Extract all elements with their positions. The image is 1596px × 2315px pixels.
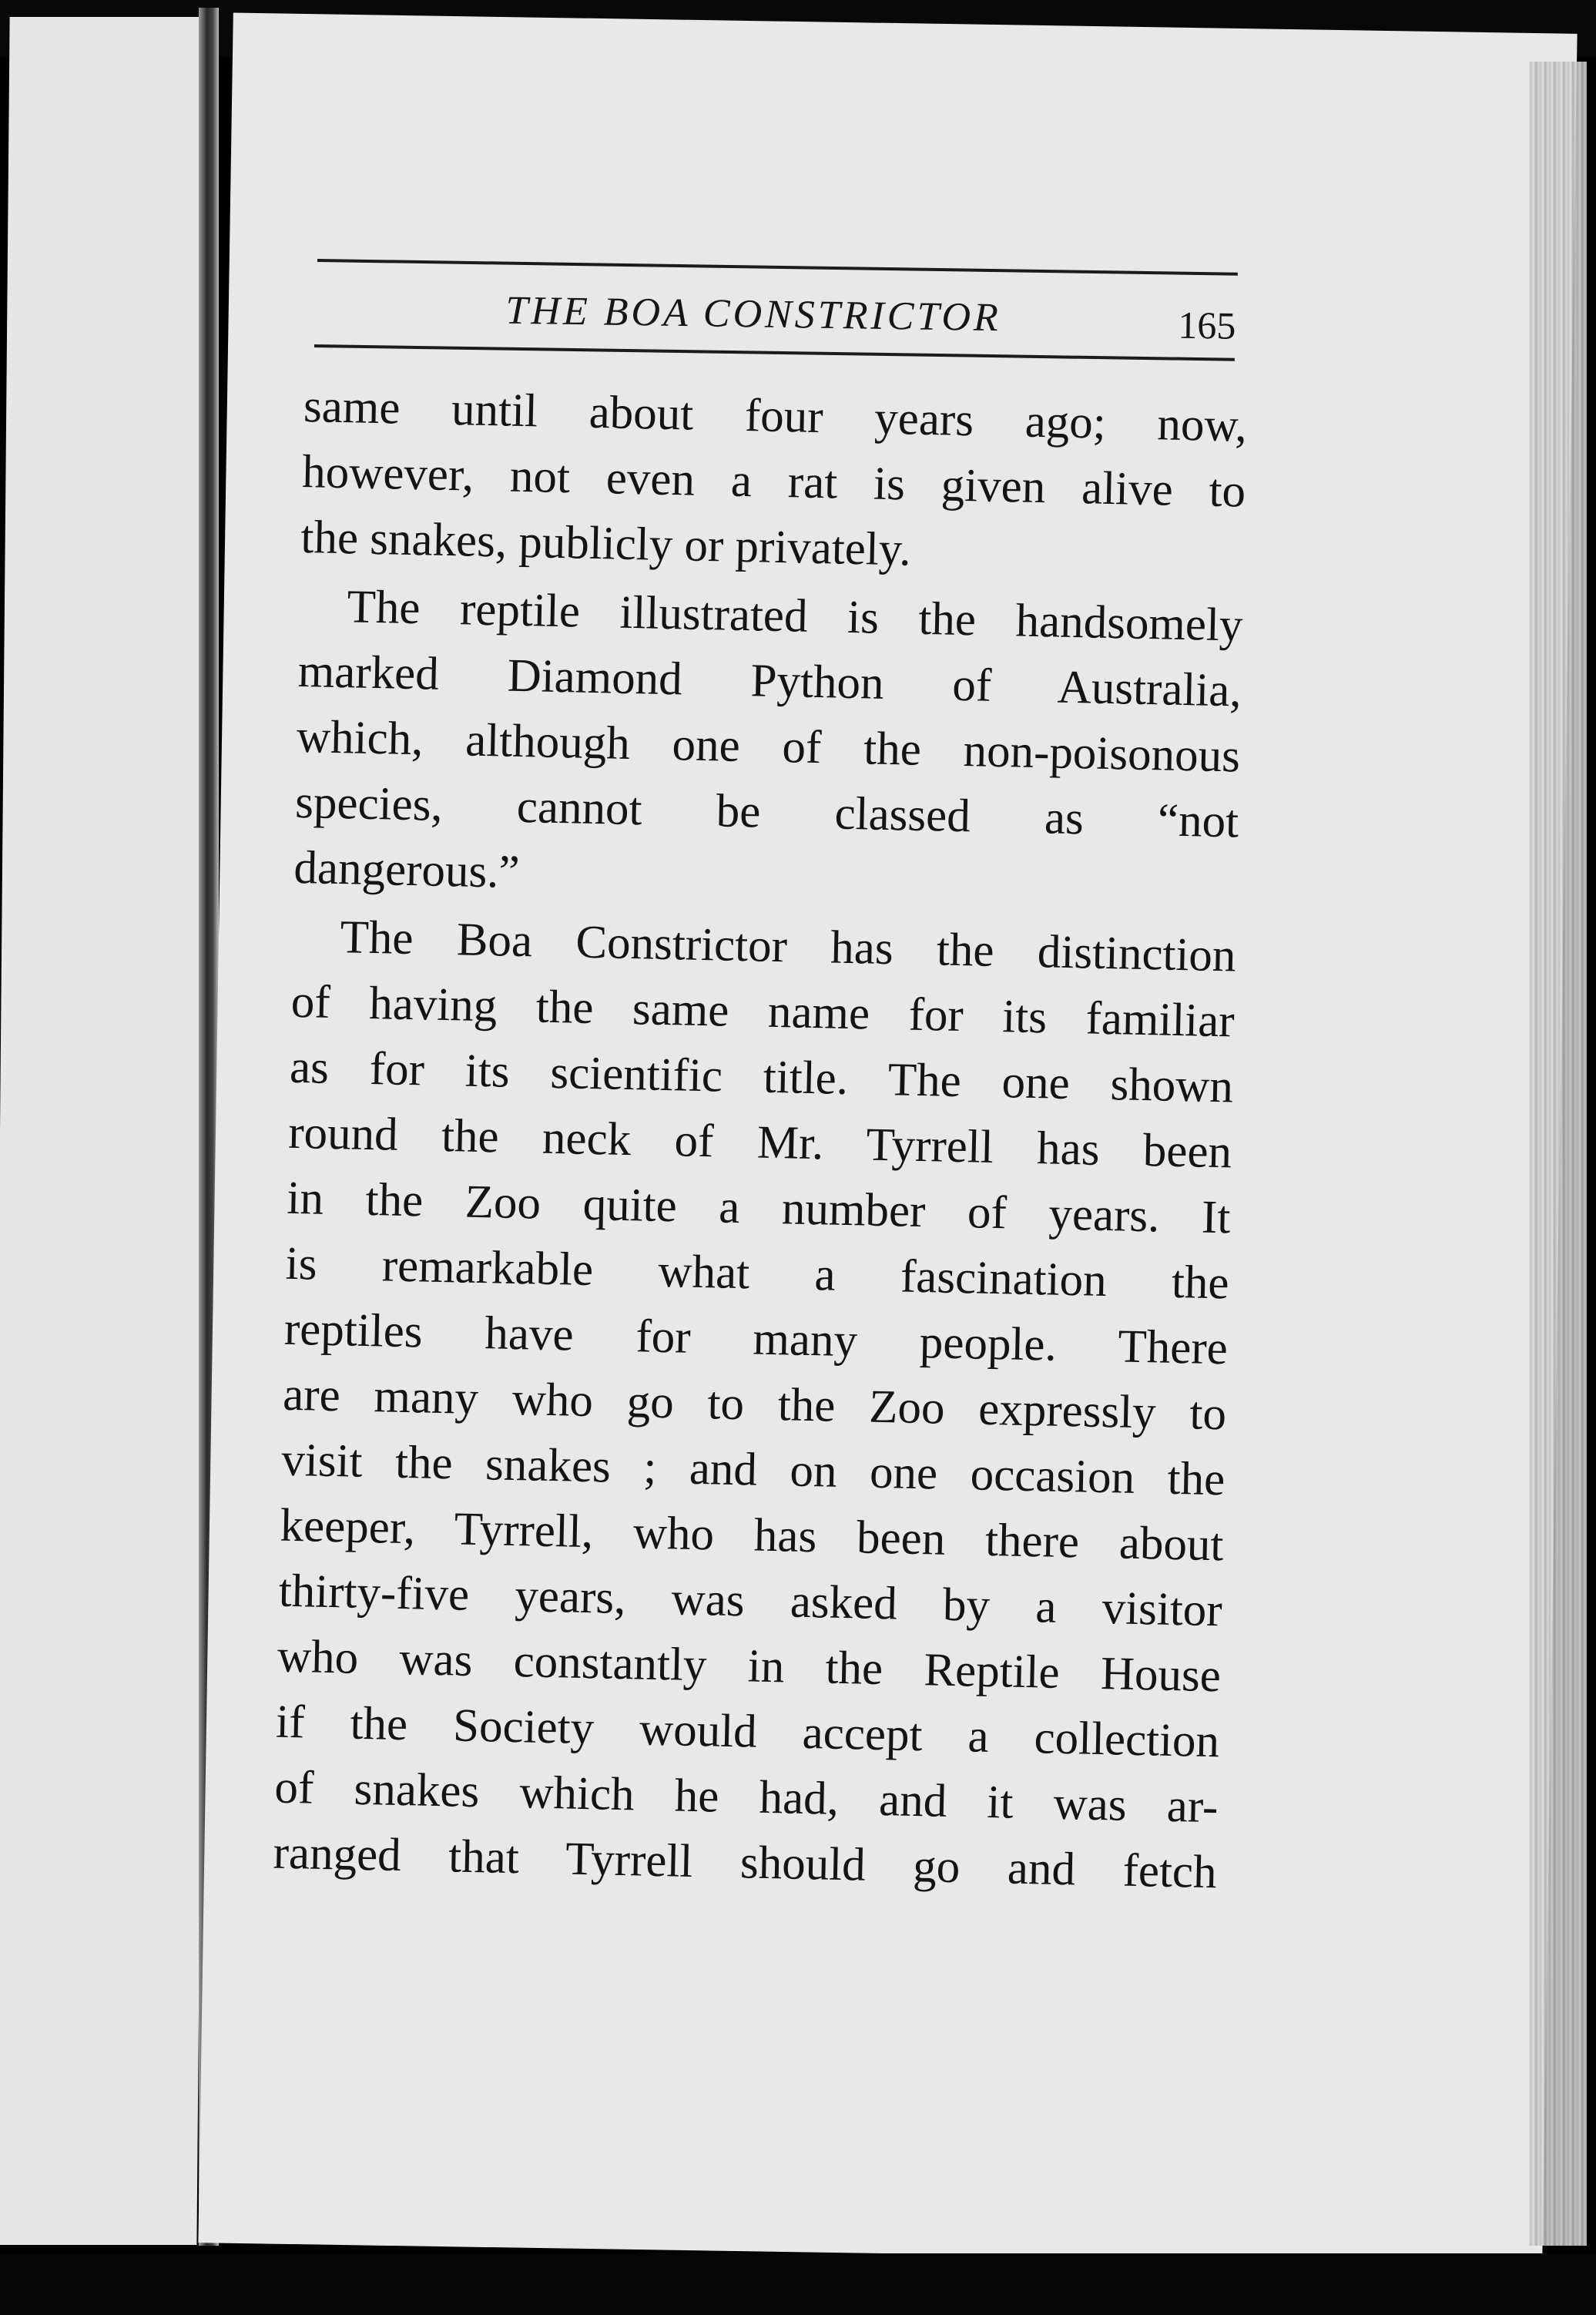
text-line: however, not even a rat is given alive to xyxy=(301,445,1246,518)
facing-page xyxy=(0,17,216,2245)
text-line: of snakes which he had, and it was ar- xyxy=(273,1761,1219,1834)
text-line: if the Society would accept a collection xyxy=(275,1696,1220,1768)
text-line: of having the same name for its familiar xyxy=(290,975,1236,1048)
body-text xyxy=(273,374,1248,1905)
page-number: 165 xyxy=(1177,303,1236,347)
text-line: reptiles have for many people. There xyxy=(283,1303,1229,1375)
paragraph-3 xyxy=(273,904,1236,1905)
text-line: is remarkable what a fascination the xyxy=(285,1237,1230,1310)
running-title: THE BOA CONSTRICTOR xyxy=(505,288,1002,341)
text-line: The Boa Constrictor has the distinction xyxy=(339,911,1237,982)
text-line: who was constantly in the Reptile House xyxy=(277,1630,1222,1703)
text-line: keeper, Tyrrell, who has been there about xyxy=(279,1499,1225,1572)
text-line: in the Zoo quite a number of years. It xyxy=(286,1172,1232,1244)
text-line: the snakes, publicly or privately. xyxy=(300,511,912,576)
text-line: which, although one of the non-poisonous xyxy=(296,710,1241,783)
text-line: visit the snakes ; and on one occasion the xyxy=(280,1434,1226,1506)
scan-bottom-border xyxy=(0,2253,1596,2315)
text-line: same until about four years ago; now, xyxy=(303,380,1248,452)
text-line: marked Diamond Python of Australia, xyxy=(297,645,1242,717)
text-line: round the neck of Mr. Tyrrell has been xyxy=(287,1106,1232,1179)
text-line: are many who go to the Zoo expressly to xyxy=(282,1368,1227,1441)
page-stack-edge xyxy=(1529,62,1587,2246)
text-line: species, cannot be classed as “not xyxy=(294,776,1239,848)
paragraph-2 xyxy=(293,573,1244,921)
paragraph-1 xyxy=(300,374,1248,590)
text-line: dangerous.” xyxy=(293,841,521,898)
text-line: as for its scientific title. The one shown xyxy=(289,1041,1234,1113)
text-line: ranged that Tyrrell should go and fetch xyxy=(273,1827,1218,1899)
text-line: thirty-five years, was asked by a visitor xyxy=(278,1565,1223,1637)
text-line: The reptile illustrated is the handsomely xyxy=(346,581,1244,652)
